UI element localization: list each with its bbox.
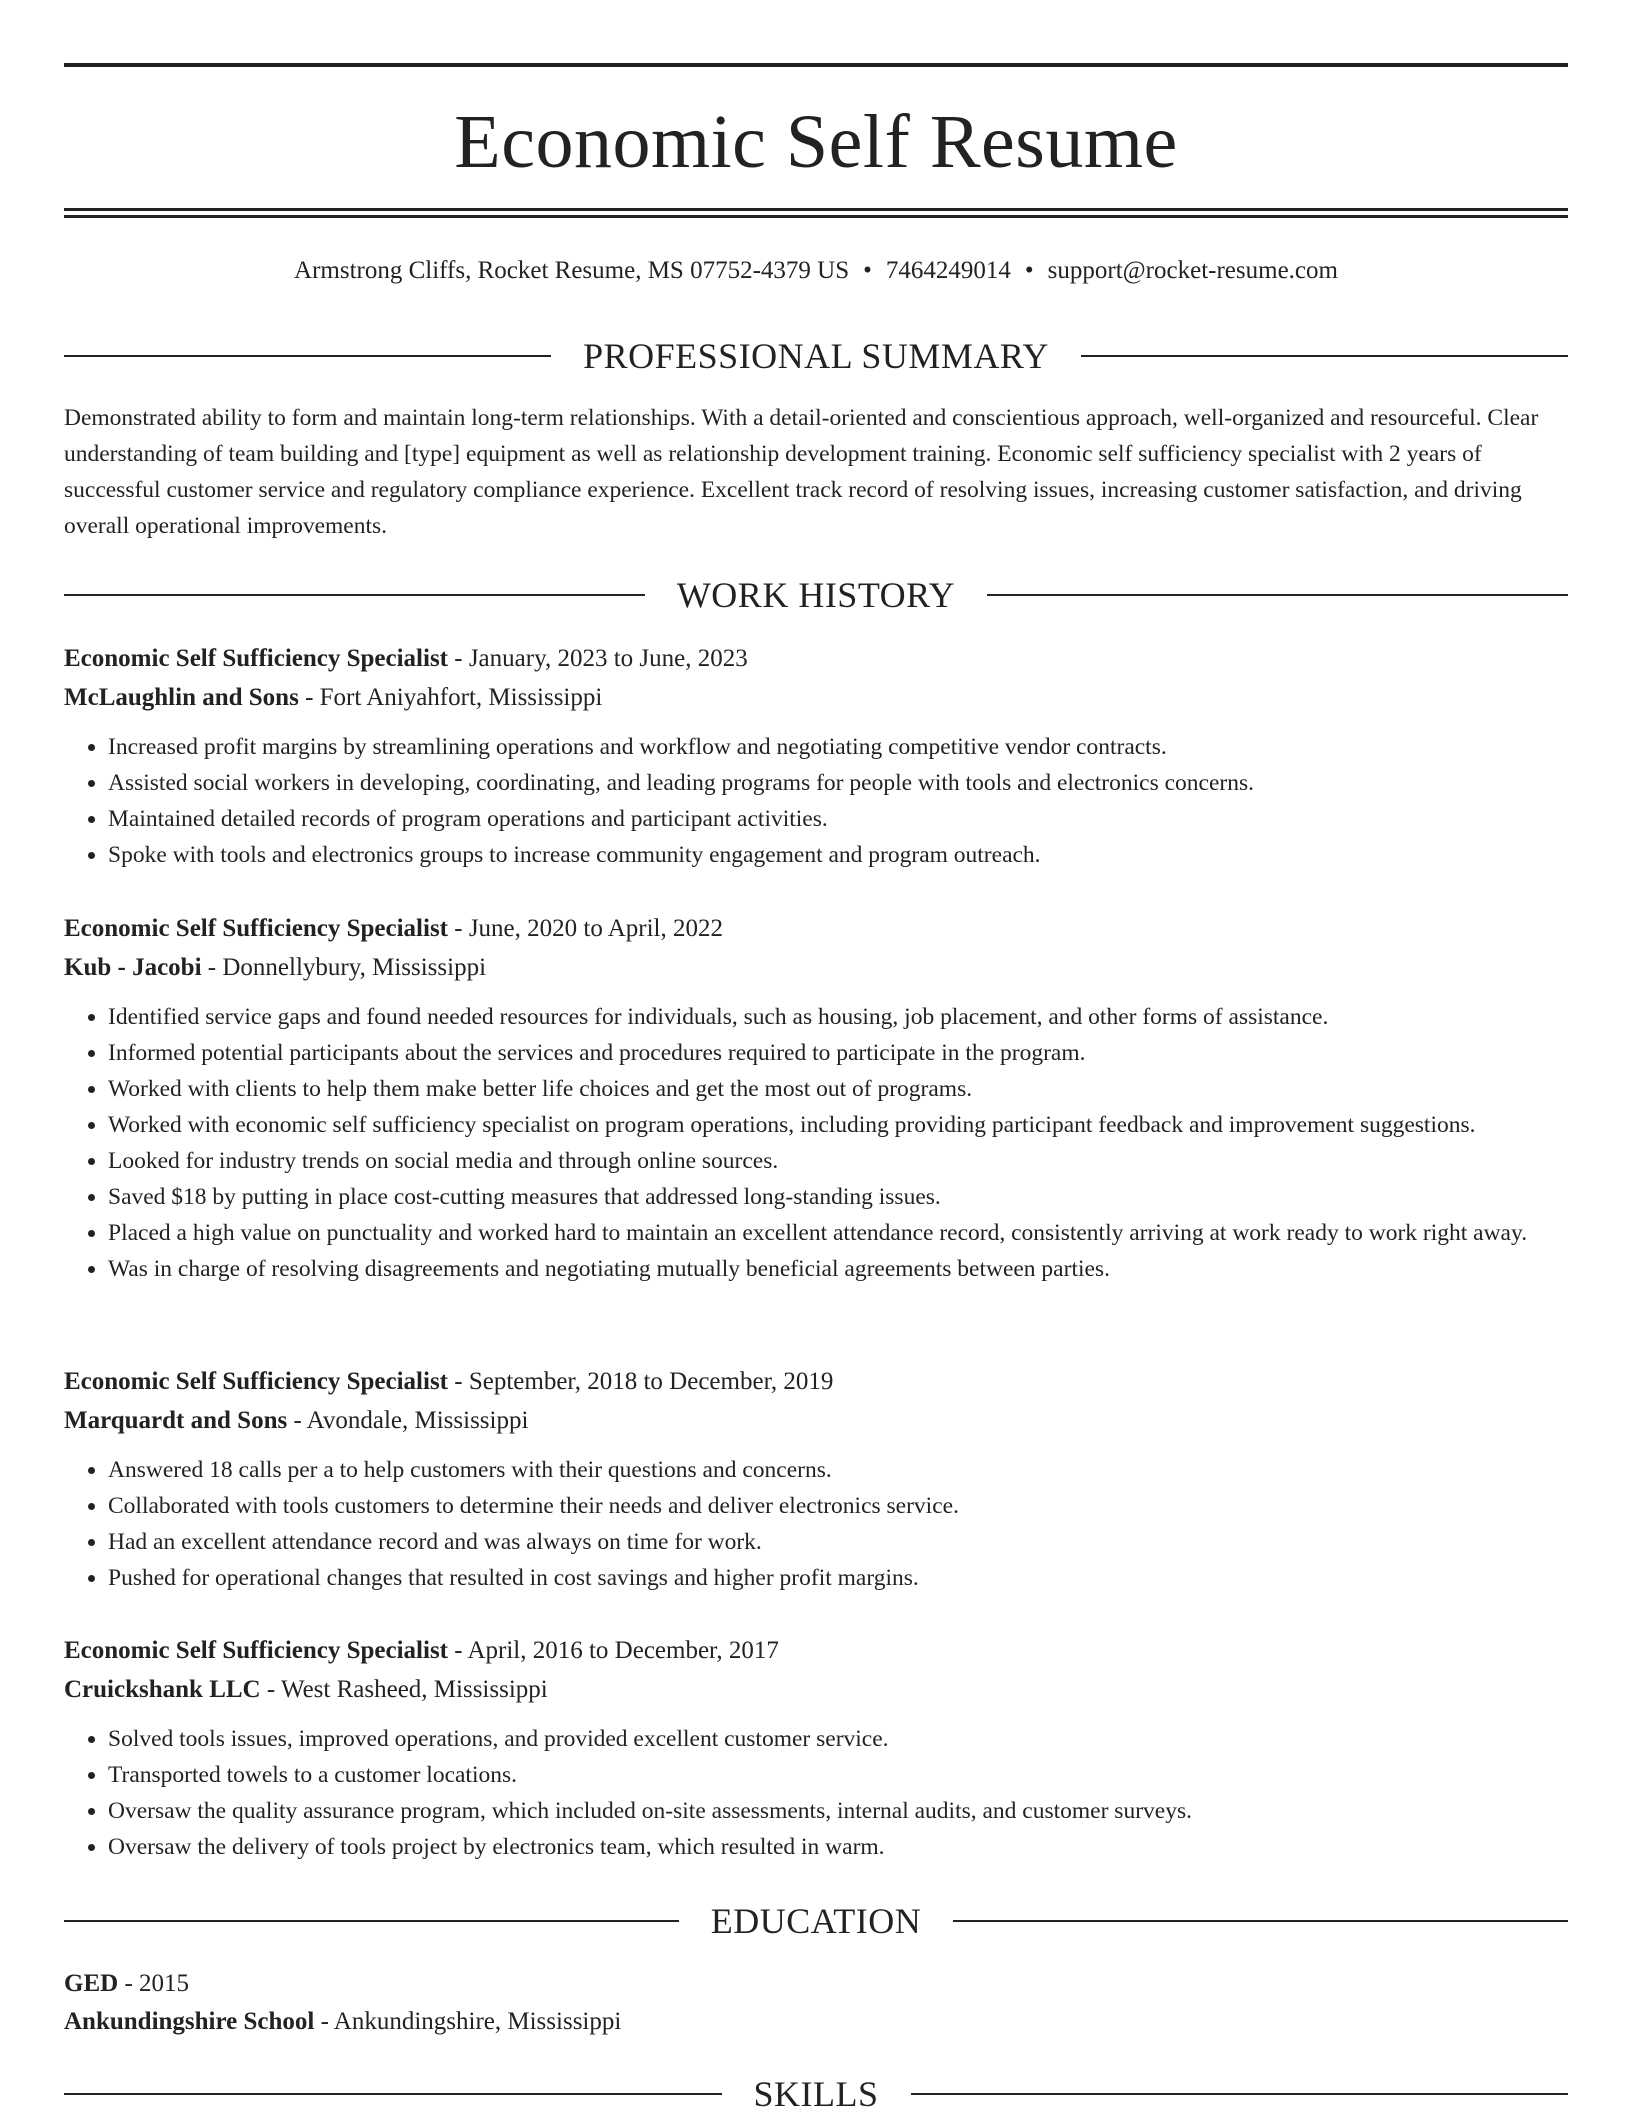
section-title: SKILLS xyxy=(753,2074,879,2114)
section-rule-right xyxy=(953,1920,1568,1922)
header-double-rule-lower xyxy=(64,215,1568,218)
job-bullet: • Had an excellent attendance record and was always on time for work. xyxy=(108,1524,1568,1560)
job-title: Economic Self Sufficiency Specialist xyxy=(64,645,448,672)
section-rule-left xyxy=(64,1920,679,1922)
education-school-line xyxy=(64,2003,1568,2041)
section-rule-right xyxy=(987,594,1568,596)
summary-text: Demonstrated ability to form and maintain long-term relationships. With a detail-oriented and conscientious approach, well-organized and resourceful. Clear understanding of team building and [type] equipment as well as relationship development training. Economic self sufficiency specialist with 2 years of successful customer service and regulatory compliance experience. Excellent track record of resolving issues, increasing customer satisfaction, and driving overall operational improvements. xyxy=(64,405,1539,539)
job-bullet: • Assisted social workers in developing, coordinating, and leading programs for people with tools and electronics concerns. xyxy=(108,765,1568,801)
job-bullet: • Collaborated with tools customers to determine their needs and deliver electronics service. xyxy=(108,1488,1568,1524)
education-school: Ankundingshire School xyxy=(64,2008,315,2035)
job-bullet: • Solved tools issues, improved operations, and provided excellent customer service. xyxy=(108,1721,1568,1757)
header-double-rule-upper xyxy=(64,208,1568,211)
contact-line xyxy=(64,254,1568,288)
job-entry xyxy=(64,910,1568,1287)
job-bullet: • Worked with clients to help them make better life choices and get the most out of programs. xyxy=(108,1071,1568,1107)
education-entry xyxy=(64,1965,1568,2041)
header-top-rule xyxy=(64,63,1568,67)
contact-separator: • xyxy=(863,257,872,284)
job-location: - West Rasheed, Mississippi xyxy=(260,1676,548,1703)
job-location: - Fort Aniyahfort, Mississippi xyxy=(298,684,603,711)
contact-address: Armstrong Cliffs, Rocket Resume, MS 07752-4379 US xyxy=(294,257,850,284)
job-company-line xyxy=(64,949,1568,987)
section-title: PROFESSIONAL SUMMARY xyxy=(583,336,1049,376)
section-header-work-history xyxy=(64,573,1568,617)
job-bullet: • Worked with economic self sufficiency specialist on program operations, including providing participant feedback and improvement suggestions. xyxy=(108,1107,1568,1143)
section-header-education xyxy=(64,1899,1568,1943)
job-bullet: • Spoke with tools and electronics groups to increase community engagement and program outreach. xyxy=(108,837,1568,873)
education-location: - Ankundingshire, Mississippi xyxy=(314,2008,622,2035)
job-dates: - April, 2016 to December, 2017 xyxy=(448,1637,779,1664)
education-degree: GED xyxy=(64,1970,119,1997)
job-title: Economic Self Sufficiency Specialist xyxy=(64,1637,448,1664)
job-bullet: • Saved $18 by putting in place cost-cutting measures that addressed long-standing issues. xyxy=(108,1179,1568,1215)
job-title-line xyxy=(64,1363,1568,1401)
resume-title: Economic Self Resume xyxy=(454,100,1178,184)
job-bullet: • Maintained detailed records of program operations and participant activities. xyxy=(108,801,1568,837)
job-bullets xyxy=(64,999,1568,1287)
contact-email: support@rocket-resume.com xyxy=(1047,257,1338,284)
job-title: Economic Self Sufficiency Specialist xyxy=(64,1368,448,1395)
section-rule-left xyxy=(64,355,551,357)
job-company: McLaughlin and Sons xyxy=(64,684,299,711)
job-company-line xyxy=(64,679,1568,717)
job-bullets xyxy=(64,1452,1568,1596)
job-bullet: • Answered 18 calls per a to help customers with their questions and concerns. xyxy=(108,1452,1568,1488)
job-bullets xyxy=(64,729,1568,873)
job-company-line xyxy=(64,1402,1568,1440)
job-dates: - January, 2023 to June, 2023 xyxy=(448,645,748,672)
section-rule-left xyxy=(64,2093,722,2095)
job-bullet: • Placed a high value on punctuality and worked hard to maintain an excellent attendance record, consistently arriving at work ready to work right away. xyxy=(108,1215,1568,1251)
section-rule-right xyxy=(911,2093,1569,2095)
section-title: EDUCATION xyxy=(710,1901,922,1941)
job-bullet: • Was in charge of resolving disagreements and negotiating mutually beneficial agreements between parties. xyxy=(108,1251,1568,1287)
job-bullet: • Identified service gaps and found needed resources for individuals, such as housing, job placement, and other forms of assistance. xyxy=(108,999,1568,1035)
job-bullets xyxy=(64,1721,1568,1865)
job-title-line xyxy=(64,1632,1568,1670)
job-company: Cruickshank LLC xyxy=(64,1676,261,1703)
job-title-line xyxy=(64,910,1568,948)
job-bullet: • Oversaw the delivery of tools project by electronics team, which resulted in warm. xyxy=(108,1829,1568,1865)
section-rule-right xyxy=(1081,355,1568,357)
job-bullet: • Oversaw the quality assurance program, which included on-site assessments, internal audits, and customer surveys. xyxy=(108,1793,1568,1829)
contact-separator: • xyxy=(1024,257,1034,284)
section-title: WORK HISTORY xyxy=(676,575,956,615)
education-degree-line xyxy=(64,1965,1568,2003)
job-entry xyxy=(64,1632,1568,1865)
job-entry xyxy=(64,640,1568,873)
job-bullet: • Informed potential participants about the services and procedures required to participate in the program. xyxy=(108,1035,1568,1071)
section-header-skills xyxy=(64,2072,1568,2116)
job-bullet: • Increased profit margins by streamlining operations and workflow and negotiating competitive vendor contracts. xyxy=(108,729,1568,765)
education-year: - 2015 xyxy=(118,1970,190,1997)
job-dates: - September, 2018 to December, 2019 xyxy=(448,1368,834,1395)
job-title: Economic Self Sufficiency Specialist xyxy=(64,915,448,942)
job-title-line xyxy=(64,640,1568,678)
job-company-line xyxy=(64,1671,1568,1709)
job-bullet: • Looked for industry trends on social media and through online sources. xyxy=(108,1143,1568,1179)
section-header-summary xyxy=(64,334,1568,378)
contact-phone: 7464249014 xyxy=(885,257,1011,284)
job-entry xyxy=(64,1363,1568,1596)
job-company: Marquardt and Sons xyxy=(64,1407,288,1434)
job-bullet: • Pushed for operational changes that resulted in cost savings and higher profit margins. xyxy=(108,1560,1568,1596)
section-rule-left xyxy=(64,594,645,596)
job-company: Kub - Jacobi xyxy=(64,954,202,981)
job-dates: - June, 2020 to April, 2022 xyxy=(448,915,723,942)
job-bullet: • Transported towels to a customer locations. xyxy=(108,1757,1568,1793)
job-location: - Donnellybury, Mississippi xyxy=(201,954,487,981)
job-location: - Avondale, Mississippi xyxy=(287,1407,529,1434)
